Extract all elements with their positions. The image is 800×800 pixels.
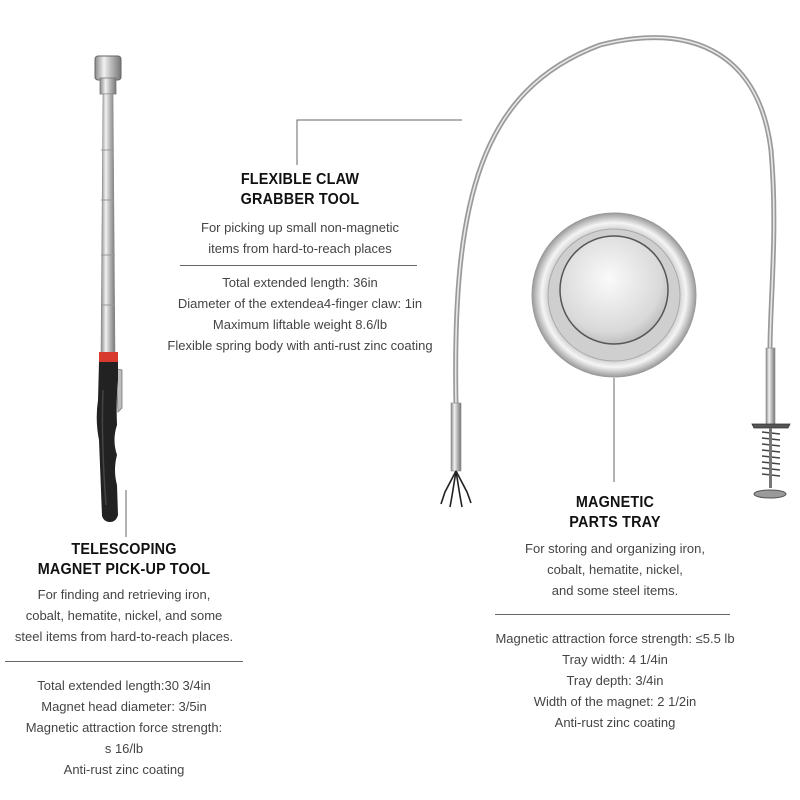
claw-divider [180, 265, 417, 266]
magnet-head [95, 56, 121, 80]
claw-desc-line: For picking up small non-magnetic [201, 220, 399, 235]
tray-title [485, 493, 746, 533]
telescoping-description [0, 584, 248, 647]
claw-title-line: FLEXIBLE CLAW [240, 171, 360, 188]
claw-spec-line: Total extended length: 36in [222, 275, 378, 290]
tray-spec-line: Tray width: 4 1/4in [562, 652, 668, 667]
telescoping-spec-line: Anti-rust zinc coating [63, 762, 185, 777]
tray-magnet-face [560, 236, 668, 344]
claw-spec-line: Maximum liftable weight 8.6/lb [212, 317, 388, 332]
claw-callout-line [297, 120, 462, 165]
tray-desc-line: For storing and organizing iron, [525, 541, 705, 556]
claw-title [156, 170, 444, 210]
telescoping-info [0, 540, 248, 647]
telescoping-title-line: TELESCOPING [71, 541, 177, 558]
telescoping-desc-line: steel items from hard-to-reach places. [14, 629, 234, 644]
black-grip-handle [97, 362, 118, 522]
claw-spec-line: Flexible spring body with anti-rust zinc coating [167, 338, 433, 353]
tray-spec-line: Magnetic attraction force strength: ≤5.5 lb [495, 631, 735, 646]
tray-title-line: PARTS TRAY [569, 514, 661, 531]
claw-title-line: GRABBER TOOL [240, 191, 360, 208]
telescoping-spec-line: Magnet head diameter: 3/5in [41, 699, 207, 714]
tray-desc-line: cobalt, hematite, nickel, [547, 562, 683, 577]
four-finger-claw-icon [441, 471, 471, 507]
tray-divider [495, 614, 730, 615]
telescoping-title-line: MAGNET PICK-UP TOOL [37, 561, 211, 578]
telescoping-desc-line: cobalt, hematite, nickel, and some [25, 608, 223, 623]
telescoping-spec-line: s 16/lb [104, 741, 144, 756]
telescoping-magnet-tool-image [95, 56, 122, 522]
telescoping-title [12, 540, 235, 580]
tray-spec-line: Anti-rust zinc coating [554, 715, 676, 730]
telescoping-spec-line: Total extended length:30 3/4in [37, 678, 211, 693]
claw-specs [130, 272, 470, 356]
claw-spec-line: Diameter of the extendea4-finger claw: 1in [177, 296, 423, 311]
tray-title-line: MAGNETIC [575, 494, 655, 511]
tray-description [470, 538, 760, 601]
tray-desc-line: and some steel items. [551, 583, 679, 598]
tray-info [470, 493, 760, 601]
telescoping-specs [0, 675, 248, 780]
red-collar [99, 352, 118, 362]
magnetic-parts-tray-image [532, 213, 696, 377]
claw-desc-line: items from hard-to-reach places [208, 241, 392, 256]
telescoping-divider [5, 661, 243, 662]
claw-info [140, 170, 460, 259]
tray-spec-line: Width of the magnet: 2 1/2in [533, 694, 697, 709]
telescoping-desc-line: For finding and retrieving iron, [37, 587, 211, 602]
t-handle [752, 424, 790, 428]
tray-specs [460, 628, 770, 733]
tray-spec-line: Tray depth: 3/4in [566, 673, 664, 688]
claw-description [140, 217, 460, 259]
telescoping-spec-line: Magnetic attraction force strength: [25, 720, 223, 735]
